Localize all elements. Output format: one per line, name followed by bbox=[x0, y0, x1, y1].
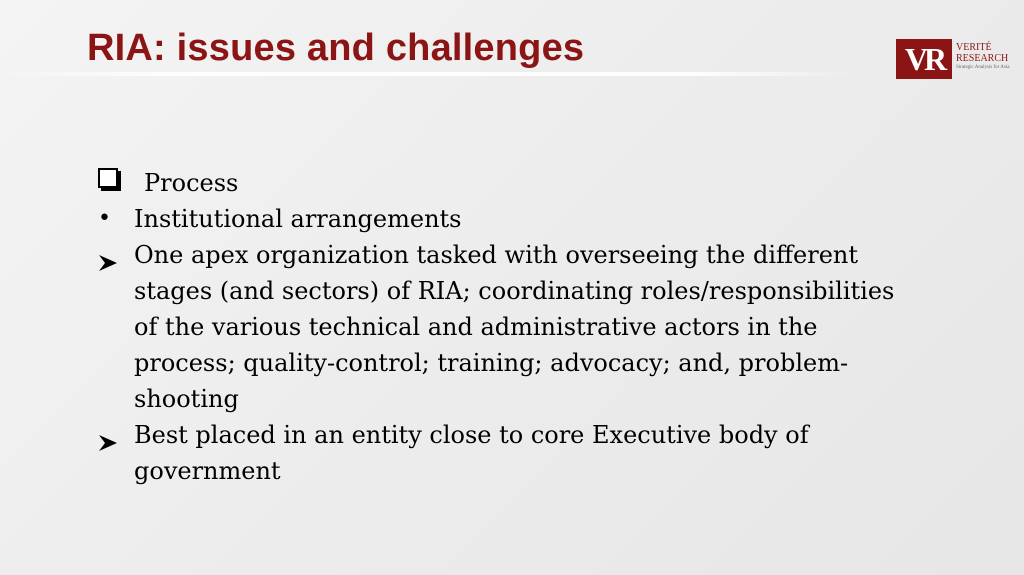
list-item-text: One apex organization tasked with overseeing the different stages (and sectors) of RIA; coordinating roles/responsibilities of the various technical and administrative actors in the process; quality-control; training; advocacy; and, problem-shooting bbox=[134, 241, 895, 413]
verite-research-logo bbox=[896, 39, 1014, 79]
logo-line-1: VERITÉ bbox=[956, 42, 992, 53]
list-item-text: Best placed in an entity close to core Executive body of government bbox=[134, 421, 809, 485]
list-item bbox=[96, 237, 916, 417]
checkbox-bullet-icon bbox=[98, 168, 118, 188]
bullet-icon: • bbox=[98, 206, 111, 231]
logo-tagline: Strategic Analysis for Asia bbox=[956, 65, 1010, 70]
list-item bbox=[96, 201, 916, 237]
logo-mark: VR bbox=[896, 39, 952, 79]
list-item bbox=[96, 417, 916, 489]
section-heading-text: Process bbox=[144, 169, 239, 197]
list-item-text: Institutional arrangements bbox=[134, 205, 462, 233]
slide-body bbox=[96, 165, 916, 489]
logo-line-2: RESEARCH bbox=[956, 53, 1009, 64]
section-heading bbox=[96, 165, 916, 201]
arrow-bullet-icon bbox=[98, 246, 120, 266]
logo-text bbox=[956, 42, 1009, 72]
arrow-bullet-icon bbox=[98, 426, 120, 446]
slide-title: RIA: issues and challenges bbox=[87, 27, 585, 69]
title-underline bbox=[0, 72, 860, 76]
